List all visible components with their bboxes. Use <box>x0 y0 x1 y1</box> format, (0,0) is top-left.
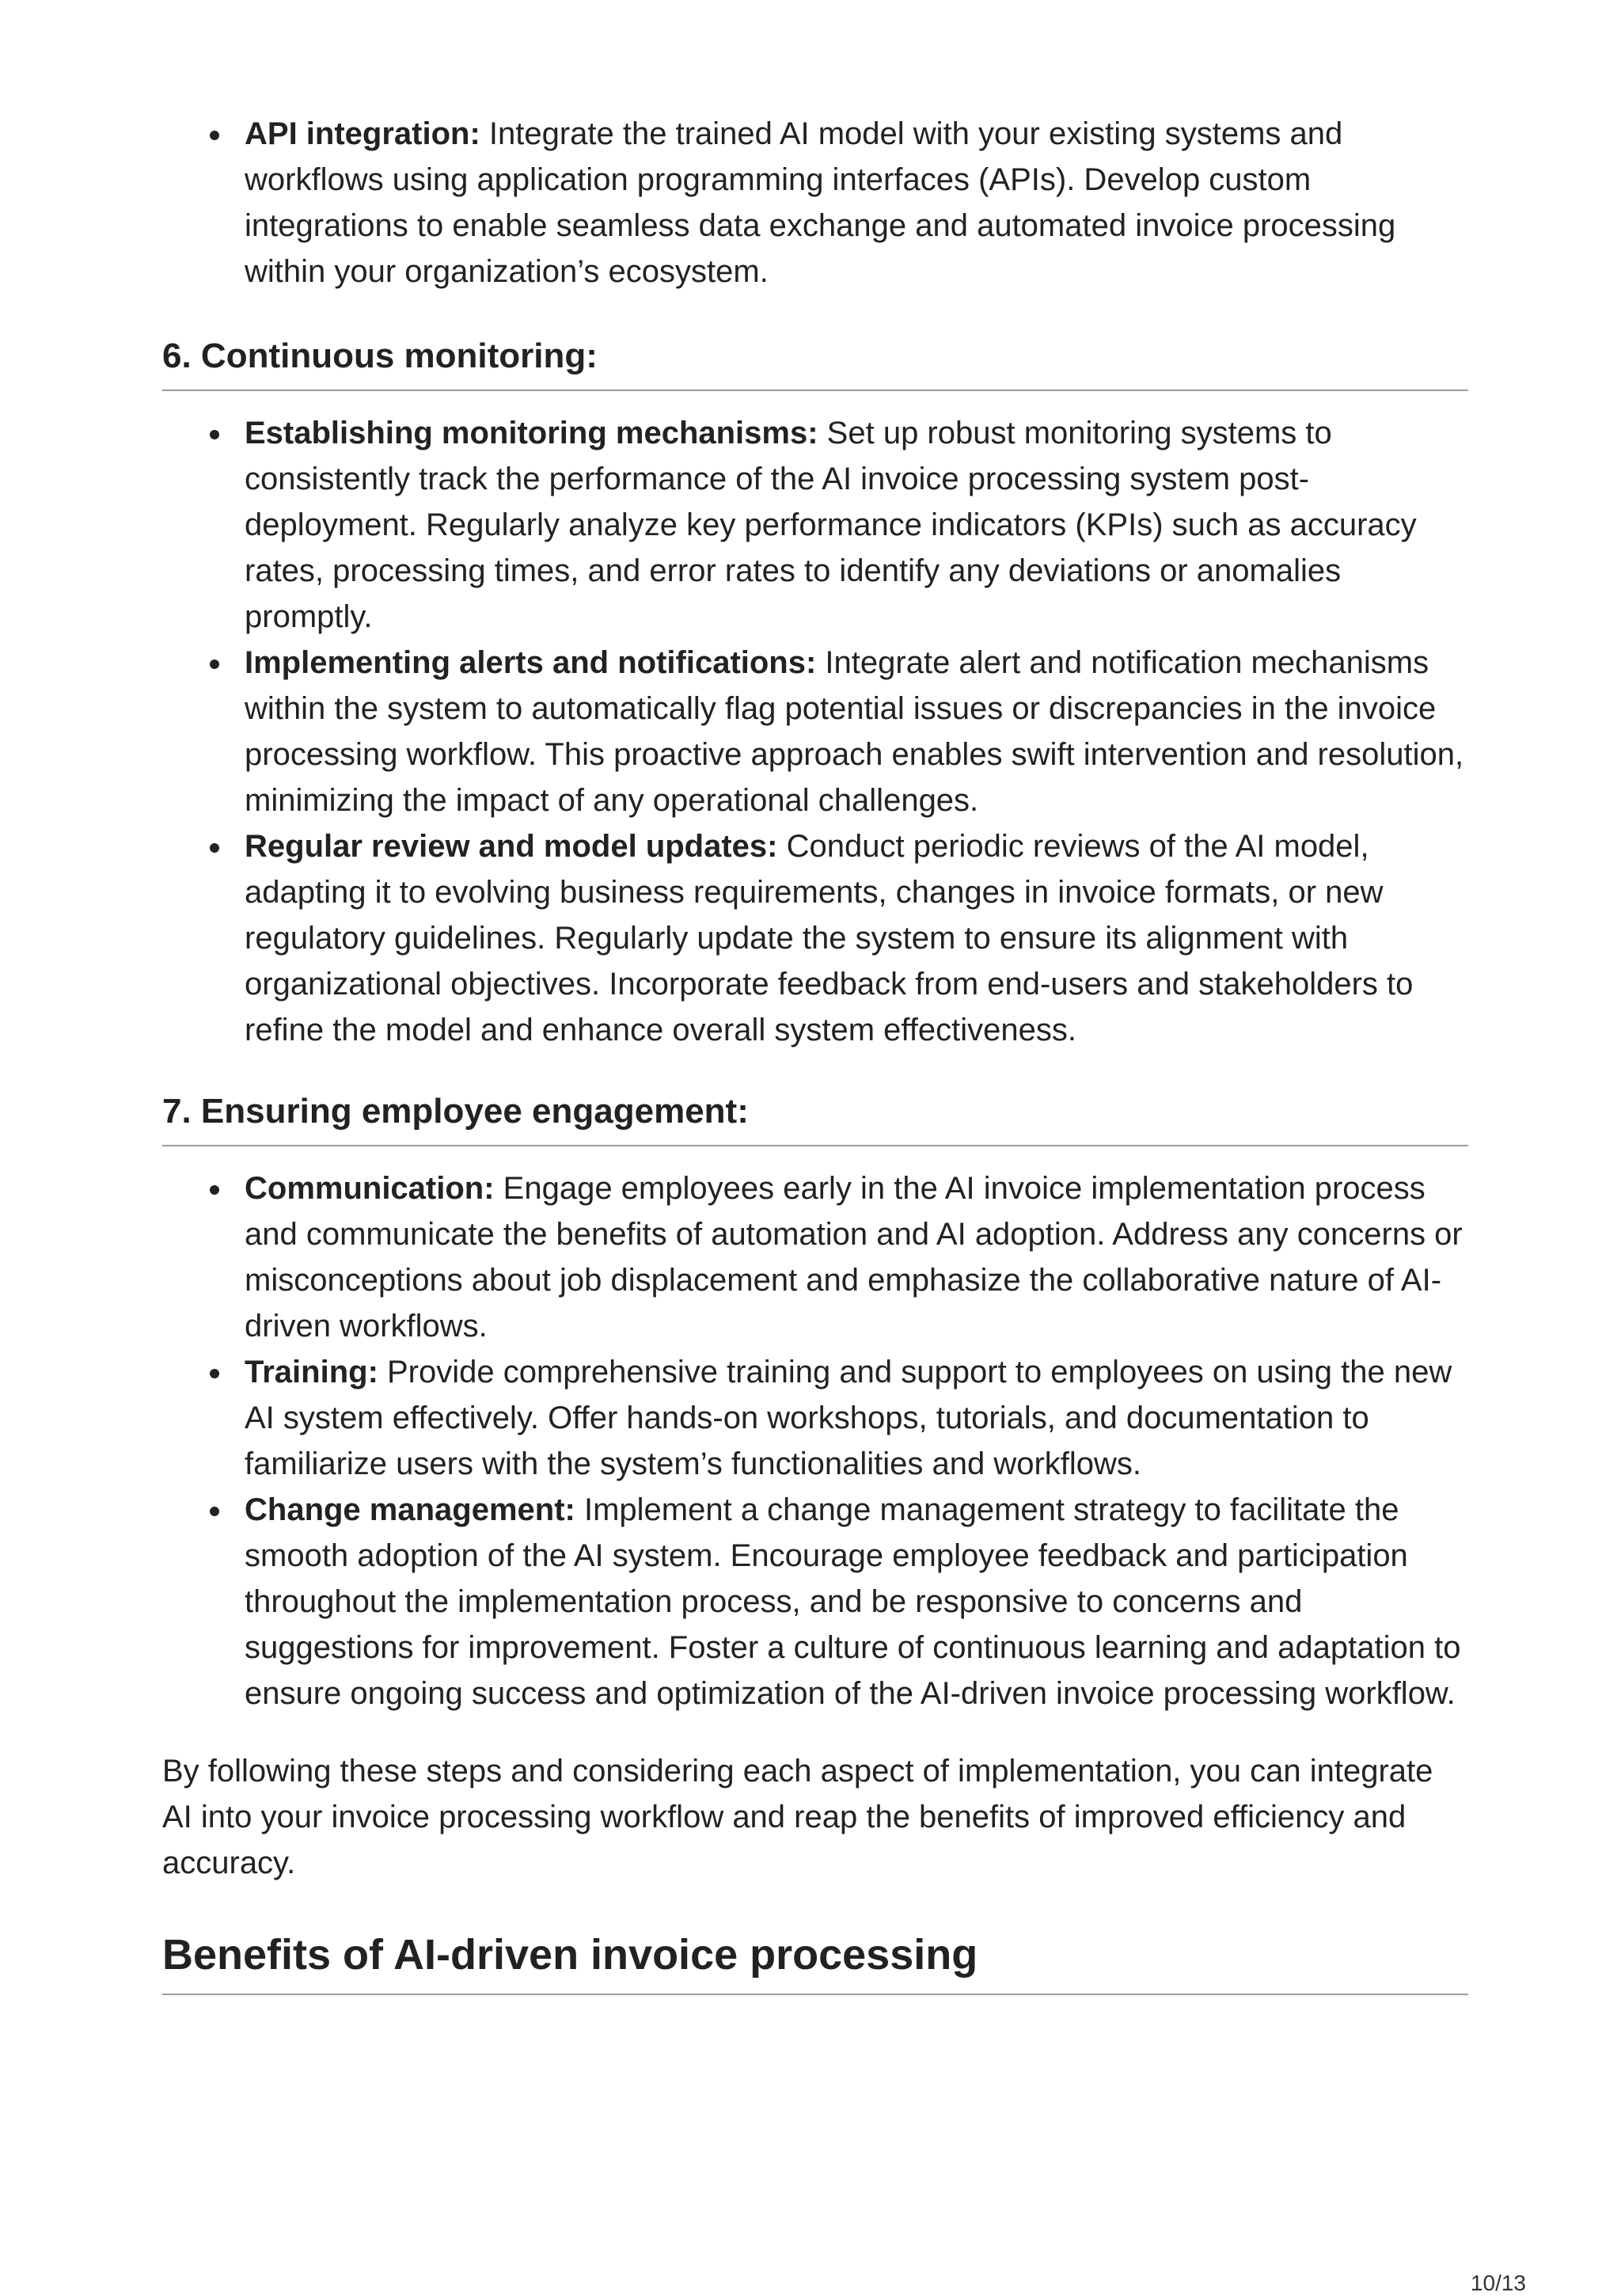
employee-engagement-list <box>162 1165 1468 1716</box>
list-item-title: Regular review and model updates: <box>245 829 778 864</box>
section-heading-continuous-monitoring: 6. Continuous monitoring: <box>162 333 1468 391</box>
list-item-text: Provide comprehensive training and support to employees on using the new AI system effectively. Offer hands-on workshops, tutorials, and documentation to familiarize users with the system’s functionalities and workflows. <box>245 1355 1452 1481</box>
list-item-title: API integration: <box>245 116 480 151</box>
document-page <box>162 111 1468 1995</box>
list-item-text: Engage employees early in the AI invoice implementation process and communicate the benefits of automation and AI adoption. Address any concerns or misconceptions about job displacement and emphasize the collaborative nature of AI-driven workflows. <box>245 1171 1463 1344</box>
list-item-text: Conduct periodic reviews of the AI model, adapting it to evolving business requirements, changes in invoice formats, or new regulatory guidelines. Regularly update the system to ensure its alignment with organizational objectives. Incorporate feedback from end-users and stakeholders to refine the model and enhance overall system effectiveness. <box>245 829 1414 1047</box>
page-number: 10/13 <box>1470 2271 1526 2295</box>
section-heading-benefits: Benefits of AI-driven invoice processing <box>162 1927 1468 1995</box>
list-item-title: Training: <box>245 1355 378 1389</box>
list-item <box>245 1165 1468 1349</box>
list-item-text: Integrate the trained AI model with your existing systems and workflows using application programming interfaces (APIs). Develop custom integrations to enable seamless data exchange and automated invoice processing within your organization’s ecosystem. <box>245 116 1396 289</box>
list-item <box>245 1349 1468 1487</box>
list-item-title: Communication: <box>245 1171 495 1206</box>
list-item <box>245 1487 1468 1716</box>
list-item <box>245 111 1468 295</box>
continuous-monitoring-list <box>162 410 1468 1053</box>
list-item-text: Integrate alert and notification mechanisms within the system to automatically flag potential issues or discrepancies in the invoice processing workflow. This proactive approach enables swift intervention and resolution, minimizing the impact of any operational challenges. <box>245 645 1464 818</box>
list-item <box>245 823 1468 1053</box>
list-item <box>245 410 1468 640</box>
list-item-title: Establishing monitoring mechanisms: <box>245 416 818 450</box>
list-item <box>245 640 1468 823</box>
list-item-text: Implement a change management strategy to facilitate the smooth adoption of the AI system. Encourage employee feedback and participation throughout the implementation process, and be responsive to concerns and suggestions for improvement. Foster a culture of continuous learning and adaptation to ensure ongoing success and optimization of the AI-driven invoice processing workflow. <box>245 1492 1461 1711</box>
list-item-title: Implementing alerts and notifications: <box>245 645 817 680</box>
list-item-title: Change management: <box>245 1492 575 1527</box>
api-list <box>162 111 1468 295</box>
section-heading-employee-engagement: 7. Ensuring employee engagement: <box>162 1088 1468 1146</box>
conclusion-paragraph: By following these steps and considering each aspect of implementation, you can integrate AI into your invoice processing workflow and reap the benefits of improved efficiency and accuracy. <box>162 1754 1433 1880</box>
list-item-text: Set up robust monitoring systems to consistently track the performance of the AI invoice processing system post-deployment. Regularly analyze key performance indicators (KPIs) such as accuracy rates, processing times, and error rates to identify any deviations or anomalies promptly. <box>245 416 1417 634</box>
